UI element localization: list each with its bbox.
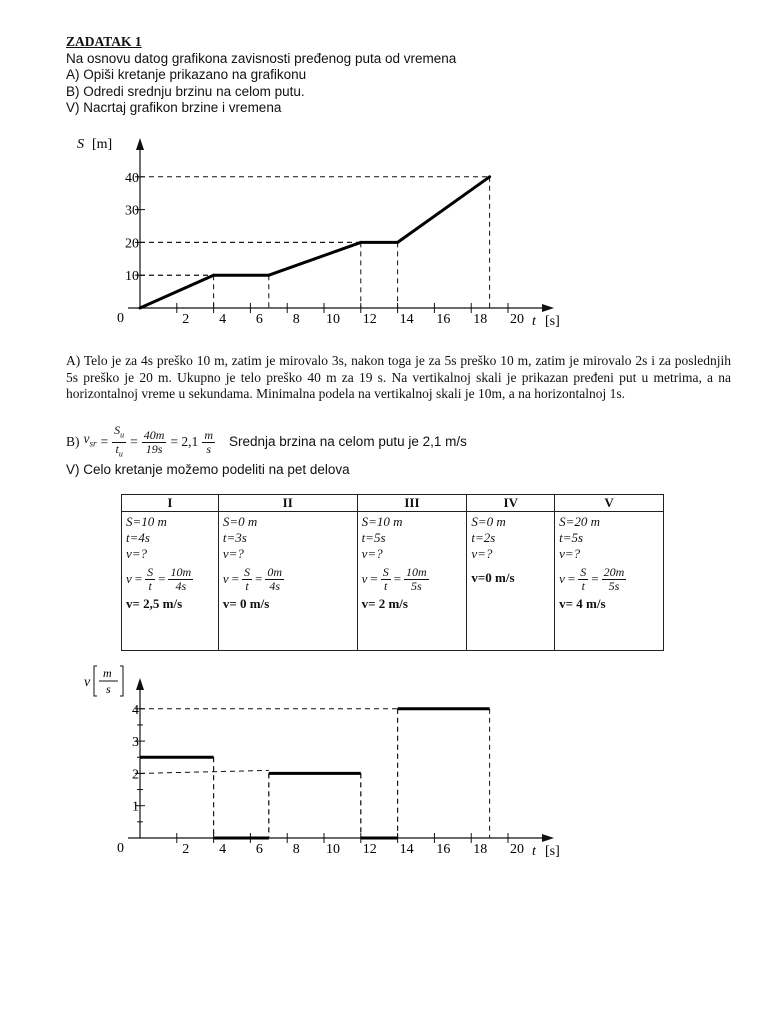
x-tick-label: 2 xyxy=(182,312,190,327)
velocity-time-graph xyxy=(0,660,768,870)
x-tick-label: 18 xyxy=(473,312,488,327)
distance-segment xyxy=(269,242,361,275)
task-v: V) Nacrtaj grafikon brzine i vremena xyxy=(66,100,282,116)
g2-ylabel-den: s xyxy=(106,682,111,696)
x-tick-label: 18 xyxy=(473,842,488,857)
x-tick-label: 10 xyxy=(326,842,340,857)
g2-xlabel-sym: t xyxy=(532,844,536,859)
distance-time-graph xyxy=(0,130,768,340)
y-tick-label: 1 xyxy=(132,799,139,815)
task-intro: Na osnovu datog grafikona zavisnosti pređenog puta od vremena xyxy=(66,50,457,66)
x-tick-label: 16 xyxy=(436,312,451,327)
x-tick-label: 8 xyxy=(292,842,300,857)
table-header: V xyxy=(555,495,664,512)
result-2: v= 0 m/s xyxy=(222,596,270,611)
answer-b-text: Srednja brzina na celom putu je 2,1 m/s xyxy=(228,433,467,449)
table-row xyxy=(122,512,664,651)
result-4: v=0 m/s xyxy=(471,570,515,585)
g2-x-arrow xyxy=(542,834,554,842)
g1-y-arrow xyxy=(136,138,144,150)
table-cell-5: S=20 m t=5s v=? v = $\frac{S}{t}$ = $\frac{20m}{5s}$ v= 4 m/s xyxy=(555,512,664,651)
x-tick-label: 12 xyxy=(362,312,377,327)
g2-ylabel-sym: v xyxy=(84,675,91,690)
answer-b-prefix: B) xyxy=(66,433,80,449)
table-header-row xyxy=(122,495,664,512)
g2-ylabel-num: m xyxy=(103,666,112,680)
result-1: v= 2,5 m/s xyxy=(126,596,183,611)
task-title: ZADATAK 1 xyxy=(66,34,142,49)
x-tick-label: 20 xyxy=(510,842,524,857)
x-tick-label: 2 xyxy=(182,842,190,857)
answer-b-value: = 2,1 xyxy=(170,433,199,449)
x-tick-label: 20 xyxy=(510,312,524,327)
y-tick-label: 3 xyxy=(132,735,139,751)
guide-horizontal xyxy=(140,770,269,773)
g1-x-arrow xyxy=(542,304,554,312)
table-header: IV xyxy=(467,495,555,512)
task-b: B) Odredi srednju brzinu na celom putu. xyxy=(66,83,305,99)
g2-xlabel-unit: [s] xyxy=(545,844,560,859)
table-header: III xyxy=(357,495,467,512)
g1-xlabel-sym: t xyxy=(532,314,536,329)
y-tick-label: 30 xyxy=(125,203,139,219)
y-tick-label: 2 xyxy=(132,767,139,783)
x-tick-label: 16 xyxy=(436,842,451,857)
g1-ylabel-sym: S xyxy=(77,137,84,152)
y-tick-label: 10 xyxy=(125,269,139,285)
table-cell-3: S=10 m t=5s v=? v = $\frac{S}{t}$ = $\frac{10m}{5s}$ v= 2 m/s xyxy=(357,512,467,651)
result-5: v= 4 m/s xyxy=(559,596,606,611)
answer-a: A) Telo je za 4s preško 10 m, zatim je mirovalo 3s, nakon toga je za 5s preško 10 m, zatim je mirovalo 2s i za poslednjih 5s preško je 20 m. Ukupno je telo preško 40 m za 19 s. Na vertikalnoj skali je prikazan pređeni put u metrima, a na horizontalnoj vreme u sekundama. Minimalna podela na vertikalnoj skali je 10m, a na horizontalnoj 1s. xyxy=(66,353,731,401)
answer-v: V) Celo kretanje možemo podeliti na pet delova xyxy=(66,462,350,477)
g2-origin: 0 xyxy=(117,841,124,856)
y-tick-label: 4 xyxy=(132,702,139,718)
table-cell-1: S=10 m t=4s v=? v = $\frac{S}{t}$ = $\frac{10m}{4s}$ v= 2,5 m/s xyxy=(122,512,219,651)
x-tick-label: 6 xyxy=(255,312,263,327)
table-cell-2: S=0 m t=3s v=? v = $\frac{S}{t}$ = $\frac{0m}{4s}$ v= 0 m/s xyxy=(218,512,357,651)
g1-origin: 0 xyxy=(117,311,124,326)
segments-table xyxy=(121,494,664,651)
g1-xlabel-unit: [s] xyxy=(545,314,560,329)
g2-y-arrow xyxy=(136,678,144,690)
x-tick-label: 4 xyxy=(219,842,227,857)
x-tick-label: 6 xyxy=(255,842,263,857)
answer-b-frac1: $\frac{S_u}{t_u}$ xyxy=(114,423,125,458)
y-tick-label: 20 xyxy=(125,236,139,252)
table-header: I xyxy=(122,495,219,512)
table-cell-4: S=0 m t=2s v=? v=0 m/s xyxy=(467,512,555,651)
x-tick-label: 8 xyxy=(292,312,300,327)
x-tick-label: 14 xyxy=(399,842,414,857)
distance-segment xyxy=(398,177,490,243)
y-tick-label: 40 xyxy=(125,170,139,186)
x-tick-label: 14 xyxy=(399,312,414,327)
answer-b-unit: $\frac{m}{s}$ xyxy=(204,427,213,456)
answer-b-frac2: $\frac{40m}{19s}$ xyxy=(143,427,165,456)
answer-b: B) $v_{sr}$ = $\frac{S_u}{t_u}$ = $\frac{40m}{19s}$ = 2,1 $\frac{m}{s}$ Srednja brzina na celom putu je 2,1 m/s xyxy=(66,423,467,458)
table-header: II xyxy=(218,495,357,512)
x-tick-label: 10 xyxy=(326,312,340,327)
task-header xyxy=(66,34,456,117)
result-3: v= 2 m/s xyxy=(361,596,408,611)
x-tick-label: 12 xyxy=(362,842,377,857)
answer-b-lhs: $v_{sr}$ xyxy=(83,431,97,450)
task-a: A) Opiši kretanje prikazano na grafikonu xyxy=(66,67,307,83)
g1-ylabel-unit: [m] xyxy=(92,137,113,152)
x-tick-label: 4 xyxy=(219,312,227,327)
